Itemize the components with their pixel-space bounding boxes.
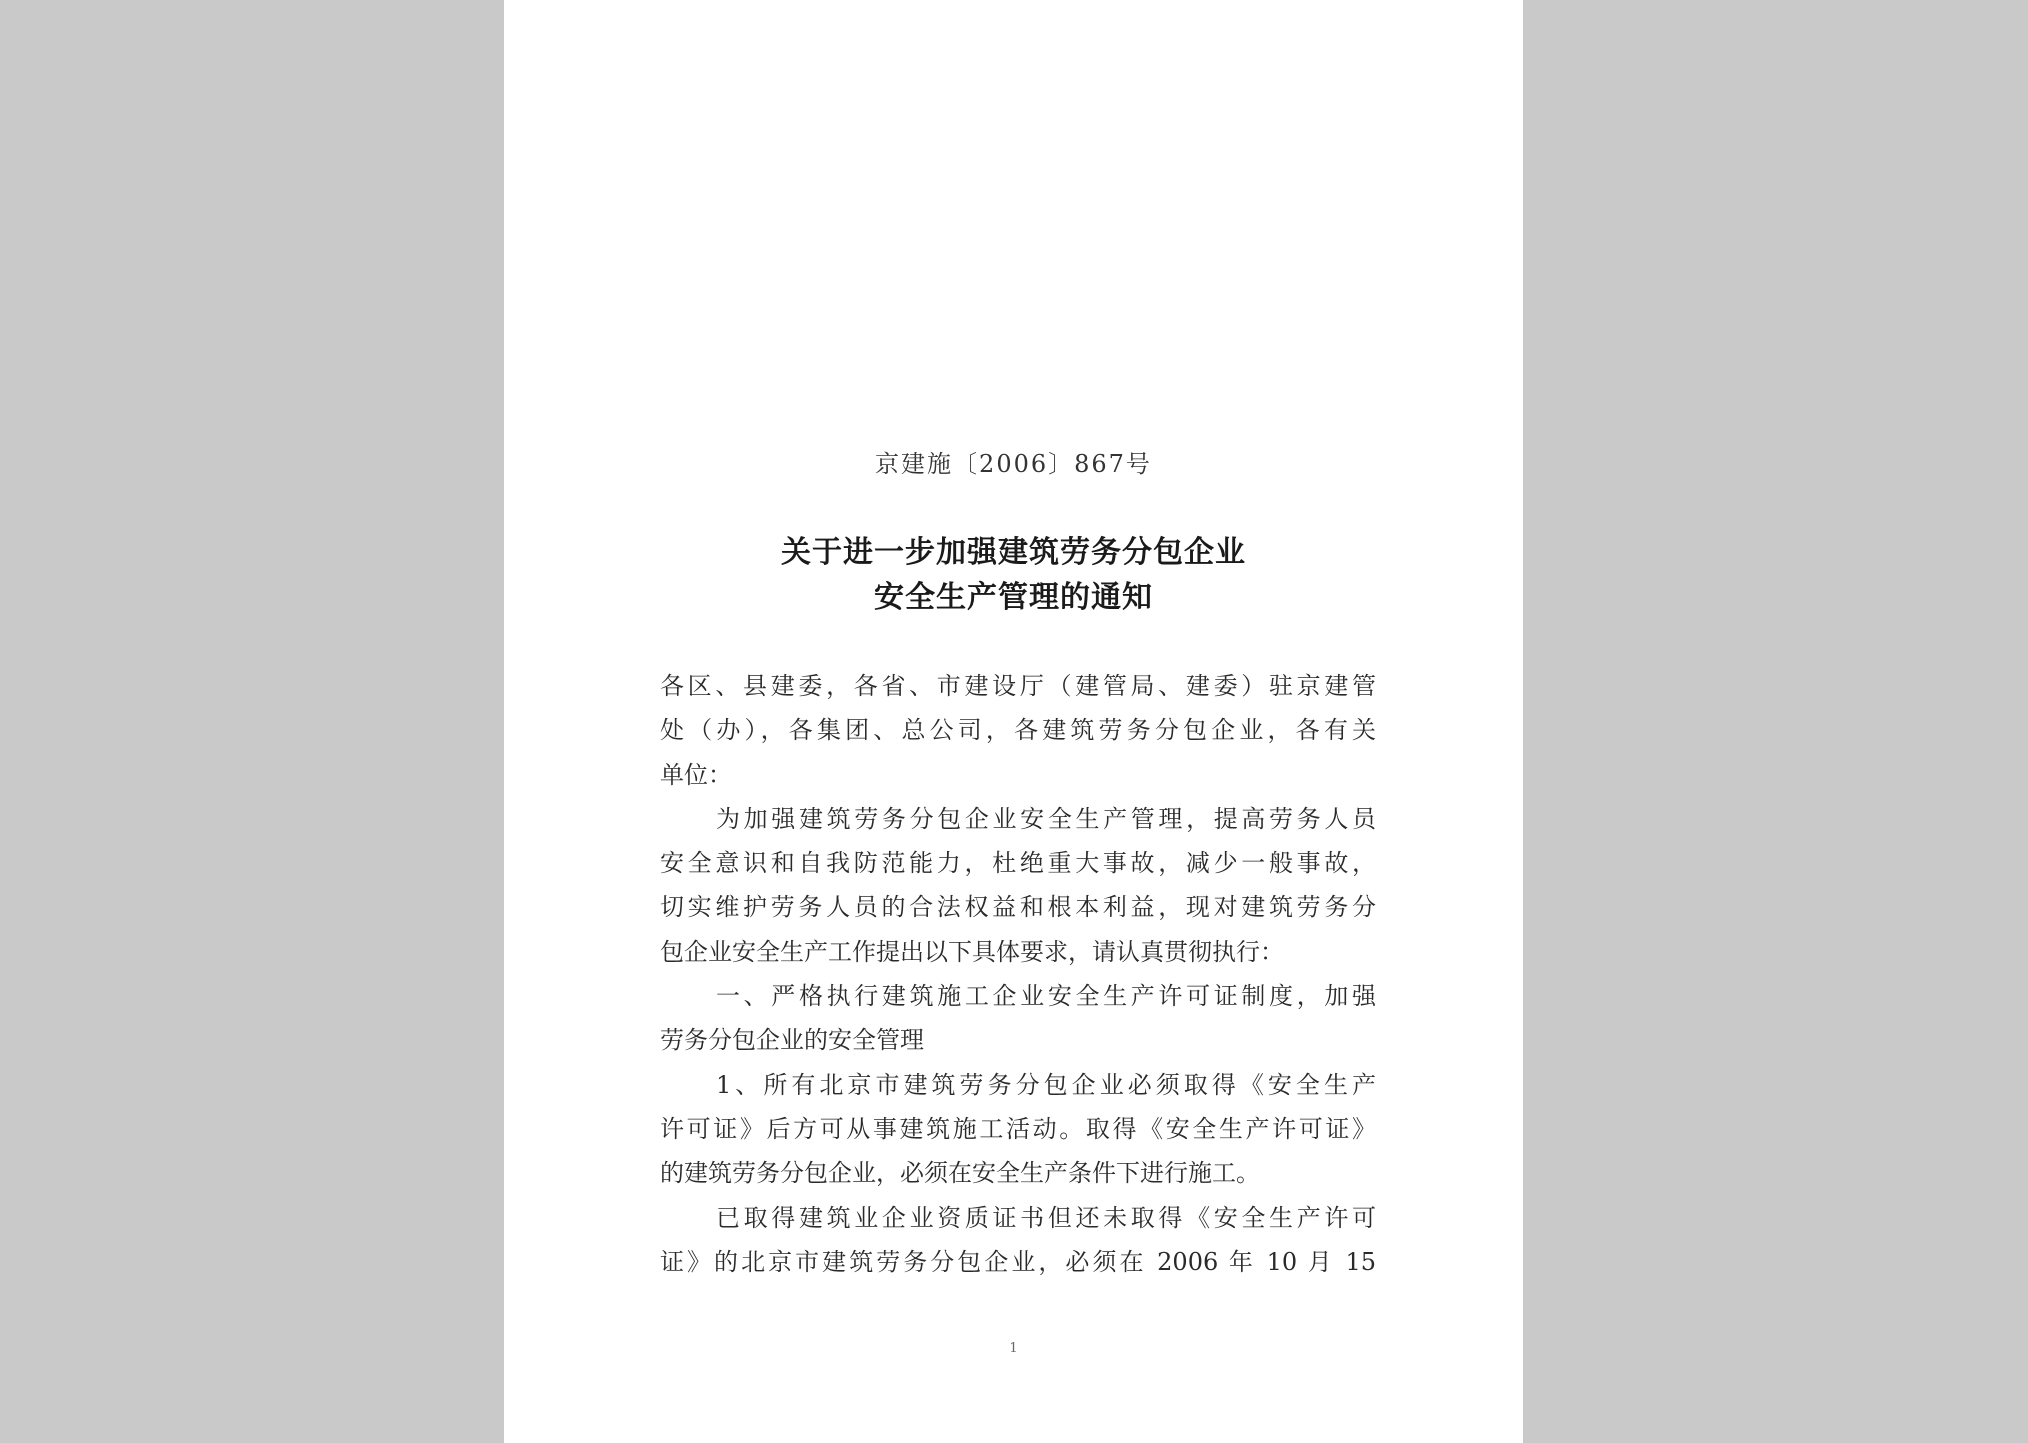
document-title (504, 530, 1523, 620)
body-line: 已取得建筑业企业资质证书但还未取得《安全生产许可 (716, 1203, 1376, 1232)
title-line-1: 关于进一步加强建筑劳务分包企业 (781, 535, 1246, 570)
body-line: 处（办），各集团、总公司，各建筑劳务分包企业，各有关 (660, 716, 1376, 745)
body-line: 的建筑劳务分包企业，必须在安全生产条件下进行施工。 (660, 1159, 1260, 1188)
body-line: 单位： (660, 760, 732, 789)
body-line: 切实维护劳务人员的合法权益和根本利益，现对建筑劳务分 (660, 893, 1376, 922)
document-number: 京建施〔2006〕867号 (875, 450, 1152, 478)
body-line: 许可证》后方可从事建筑施工活动。取得《安全生产许可证》 (660, 1114, 1376, 1143)
body-line: 证》的北京市建筑劳务分包企业，必须在 2006 年 10 月 15 (660, 1247, 1376, 1276)
page-number: 1 (1009, 1341, 1018, 1356)
title-line-2: 安全生产管理的通知 (874, 580, 1153, 615)
body-line: 包企业安全生产工作提出以下具体要求，请认真贯彻执行： (660, 937, 1284, 966)
body-line: 安全意识和自我防范能力，杜绝重大事故，减少一般事故， (660, 849, 1376, 878)
body-line: 1、所有北京市建筑劳务分包企业必须取得《安全生产 (716, 1070, 1376, 1099)
document-body (660, 664, 1376, 1284)
body-line: 为加强建筑劳务分包企业安全生产管理，提高劳务人员 (716, 804, 1376, 833)
body-line: 劳务分包企业的安全管理 (660, 1026, 924, 1055)
body-line: 各区、县建委，各省、市建设厅（建管局、建委）驻京建管 (660, 672, 1376, 700)
body-line: 一、严格执行建筑施工企业安全生产许可证制度，加强 (716, 982, 1376, 1011)
document-page (504, 0, 1523, 1443)
